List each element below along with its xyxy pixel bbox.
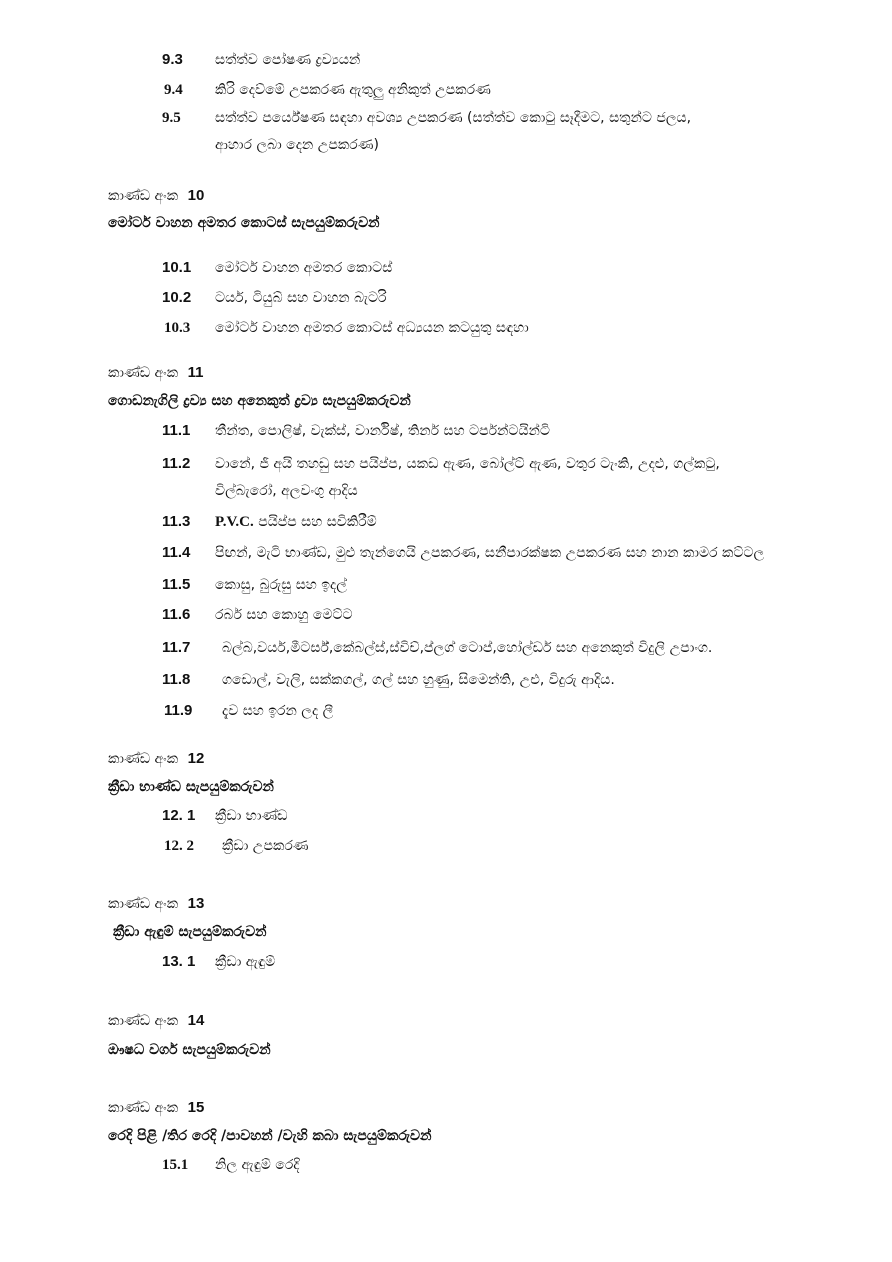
item-label: සත්ත්ව පර්යේෂණ සඳහා අවශ්‍ය උපකරණ (සත්ත්ව කොටු සෑදීමට, සතුන්ට ජලය, xyxy=(215,110,692,126)
item-text xyxy=(215,481,358,501)
category-title: ගොඩනැගිලි ද්‍රව්‍ය සහ අනෙකුත් ද්‍රව්‍ය සැපයුම්කරුවන් xyxy=(108,393,411,409)
item-number: 11.7 xyxy=(162,639,191,656)
category-label xyxy=(108,748,204,769)
item-number: 11.8 xyxy=(162,671,191,688)
item-text xyxy=(215,258,392,278)
category-title: ක්‍රීඩා භාණ්ඩ සැපයුම්කරුවන් xyxy=(108,779,274,795)
item-number: 11.6 xyxy=(162,606,191,623)
item-number: 12. 1 xyxy=(162,807,196,824)
item-label: පිඟන්, මැටි භාණ්ඩ, මුළු තැන්ගෙයි උපකරණ, සනීපාරක්ෂක උපකරණ සහ නාන කාමර කට්ටල xyxy=(215,545,765,561)
item-text xyxy=(215,806,288,826)
item-label: කිරි දෙව්මේ උපකරණ ඇතුලු අනිකුත් උපකරණ xyxy=(215,82,491,98)
item-number: 9.3 xyxy=(162,51,183,68)
item-text xyxy=(215,288,387,308)
item-text xyxy=(215,80,491,100)
item-number: 12. 2 xyxy=(164,838,194,854)
category-label xyxy=(108,362,203,383)
item-text xyxy=(215,50,360,70)
item-text xyxy=(215,952,275,972)
item-label: කොසු, බුරුසු සහ ඉදල් xyxy=(215,577,347,593)
category-label xyxy=(108,185,204,206)
category-number: 13 xyxy=(187,895,205,912)
item-text xyxy=(215,575,347,595)
item-text xyxy=(215,512,377,532)
item-label: ගඩොල්, වැලි, සක්කගල්, ගල් සහ හුණු, සිමෙන්ති, උළු, විදුරු ආදිය. xyxy=(222,672,615,688)
item-label: වානේ, ජී අයි තහඩු සහ පයිප්ප, යකඩ ඇණ, බෝල්ට් ඇණ, වතුර ටැංකි, උදළු, ගල්කටු, xyxy=(215,456,720,472)
item-label: නිල ඇඳුම් රෙදි xyxy=(215,1157,300,1173)
item-number: 9.5 xyxy=(162,110,181,126)
category-label-text: කාණ්ඩ අංක xyxy=(108,1013,179,1029)
category-title: ක්‍රීඩා ඇඳුම් සැපයුම්කරුවන් xyxy=(113,924,267,940)
category-label xyxy=(108,1010,204,1031)
item-label: ක්‍රීඩා ඇඳුම් xyxy=(215,954,276,970)
item-number: 13. 1 xyxy=(162,953,196,970)
item-text xyxy=(215,318,529,338)
item-text xyxy=(215,108,691,128)
category-label-text: කාණ්ඩ අංක xyxy=(108,751,179,767)
item-number: 15.1 xyxy=(162,1157,189,1173)
item-number: 11.1 xyxy=(162,422,191,439)
item-label: පයිප්ප සහ සවිකිරීම් xyxy=(258,514,377,530)
item-number: 11.5 xyxy=(162,576,191,593)
item-text xyxy=(222,701,333,721)
item-number: 10.3 xyxy=(164,320,191,336)
category-label xyxy=(108,893,204,914)
item-text xyxy=(215,454,720,474)
category-number: 12 xyxy=(187,750,205,767)
category-title: රෙදි පිළි /තිර රෙදි /පාවහන් /වැහි කබා සැපයුම්කරුවන් xyxy=(108,1128,432,1144)
item-number: 10.2 xyxy=(162,289,192,306)
category-title: ඖෂධ වර්ග සැපයුම්කරුවන් xyxy=(108,1042,271,1058)
category-label-text: කාණ්ඩ අංක xyxy=(108,188,179,204)
item-text xyxy=(215,605,353,625)
item-label: මෝටර් වාහන අමතර කොටස් අධ්‍යයන කටයුතු සඳහා xyxy=(215,320,529,336)
item-label: මෝටර් වාහන අමතර කොටස් xyxy=(215,260,393,276)
item-text xyxy=(215,135,379,155)
item-text xyxy=(222,836,309,856)
item-label: විල්බැරෝ, අලවංගු ආදිය xyxy=(215,483,358,499)
category-number: 11 xyxy=(187,364,204,381)
category-title: මෝටර් වාහන අමතර කොටස් සැපයුම්කරුවන් xyxy=(108,215,380,231)
item-label: ක්‍රීඩා උපකරණ xyxy=(222,838,309,854)
item-label: බල්බ,වයර්,මීටර්ස්,කේබල්ස්,ස්විච්,ප්ලග් ටොප්,හෝල්ඩර් සහ අනෙකුත් විදුලි උපාංග. xyxy=(222,640,713,656)
item-label: ක්‍රීඩා භාණ්ඩ xyxy=(215,808,288,824)
item-number: 10.1 xyxy=(162,259,192,276)
category-label-text: කාණ්ඩ අංක xyxy=(108,896,179,912)
item-number: 9.4 xyxy=(164,82,183,98)
category-number: 14 xyxy=(187,1012,205,1029)
category-label-text: කාණ්ඩ අංක xyxy=(108,1100,179,1116)
item-label: දැව සහ ඉරන ලද ලී xyxy=(222,703,334,719)
item-label: ආහාර ලබා දෙන උපකරණ) xyxy=(215,137,379,153)
item-label: සත්ත්ව පෝෂණ ද්‍රව්‍යයන් xyxy=(215,52,361,68)
item-label: ටයර්, ටියුබ් සහ වාහන බැටරි xyxy=(215,290,387,306)
category-number: 10 xyxy=(187,187,205,204)
category-number: 15 xyxy=(187,1099,205,1116)
item-number: 11.4 xyxy=(162,544,191,561)
item-text xyxy=(222,670,615,690)
item-text xyxy=(215,421,550,441)
item-label: රබර් සහ කොහු මෙට්ට xyxy=(215,607,353,623)
category-label-text: කාණ්ඩ අංක xyxy=(108,365,179,381)
item-label: තීන්ත, පොලිෂ්, වැක්ස්, වාර්නිෂ්, තිනර් සහ ටර්පන්ටයින්ටි xyxy=(215,423,550,439)
item-text xyxy=(215,543,764,563)
item-number: 11.9 xyxy=(164,702,193,719)
item-number: 11.2 xyxy=(162,455,191,472)
item-number: 11.3 xyxy=(162,513,191,530)
category-label xyxy=(108,1097,204,1118)
item-prefix: P.V.C. xyxy=(215,514,254,530)
item-text xyxy=(222,638,712,658)
item-text xyxy=(215,1155,300,1175)
